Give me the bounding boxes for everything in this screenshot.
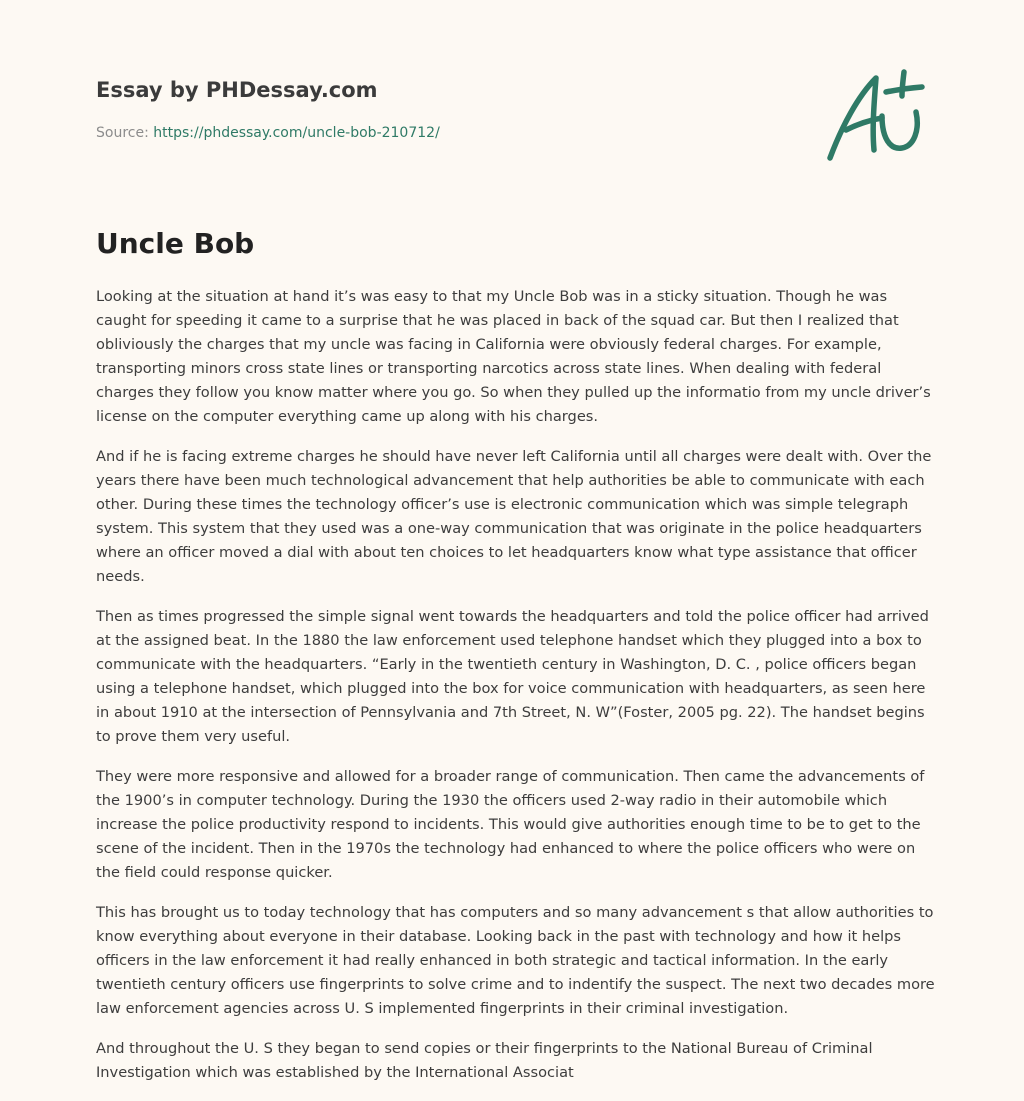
a-plus-grade-icon bbox=[820, 66, 930, 166]
source-link[interactable]: https://phdessay.com/uncle-bob-210712/ bbox=[153, 125, 440, 141]
essay-body bbox=[96, 285, 936, 1101]
page-header bbox=[96, 76, 796, 142]
essay-paragraph: And throughout the U. S they began to send copies or their fingerprints to the National Bureau of Criminal Investigation which was established by the International Associat bbox=[96, 1040, 873, 1081]
essay-paragraph: This has brought us to today technology that has computers and so many advancement s that allow authorities to know everything about everyone in their database. Looking back in the past with technology and how it helps officers in the law enforcement it had really enhanced in both strategic and tactical information. In the early twentieth century officers use fingerprints to solve crime and to indentify the suspect. The next two decades more law enforcement agencies across U. S implemented fingerprints in their criminal investigation. bbox=[96, 904, 935, 1017]
essay-paragraph: They were more responsive and allowed for a broader range of communication. Then came the advancements of the 1900’s in computer technology. During the 1930 the officers used 2-way radio in their automobile which increase the police productivity respond to incidents. This would give authorities enough time to be to get to the scene of the incident. Then in the 1970s the technology had enhanced to where the police officers who were on the field could response quicker. bbox=[96, 768, 925, 881]
brand-title: Essay by PHDessay.com bbox=[96, 78, 378, 102]
source-line bbox=[96, 124, 796, 142]
essay-paragraph: And if he is facing extreme charges he should have never left California until all charges were dealt with. Over the years there have been much technological advancement that help authorities be able to communicate with each other. During these times the technology officer’s use is electronic communication which was simple telegraph system. This system that they used was a one-way communication that was originate in the police headquarters where an officer moved a dial with about ten choices to let headquarters know what type assistance that officer needs. bbox=[96, 448, 932, 585]
source-label: Source: bbox=[96, 125, 154, 141]
essay-paragraph: Then as times progressed the simple signal went towards the headquarters and told the police officer had arrived at the assigned beat. In the 1880 the law enforcement used telephone handset which they plugged into a box to communicate with the headquarters. “Early in the twentieth century in Washington, D. C. , police officers began using a telephone handset, which plugged into the box for voice communication with headquarters, as seen here in about 1910 at the intersection of Pennsylvania and 7th Street, N. W”(Foster, 2005 pg. 22). The handset begins to prove them very useful. bbox=[96, 608, 929, 745]
essay-title: Uncle Bob bbox=[96, 227, 255, 260]
essay-paragraph: Looking at the situation at hand it’s was easy to that my Uncle Bob was in a sticky situation. Though he was caught for speeding it came to a surprise that he was placed in back of the squad car. But then I realized that obliviously the charges that my uncle was facing in California were obviously federal charges. For example, transporting minors cross state lines or transporting narcotics across state lines. When dealing with federal charges they follow you know matter where you go. So when they pulled up the informatio from my uncle driver’s license on the computer everything came up along with his charges. bbox=[96, 288, 931, 425]
